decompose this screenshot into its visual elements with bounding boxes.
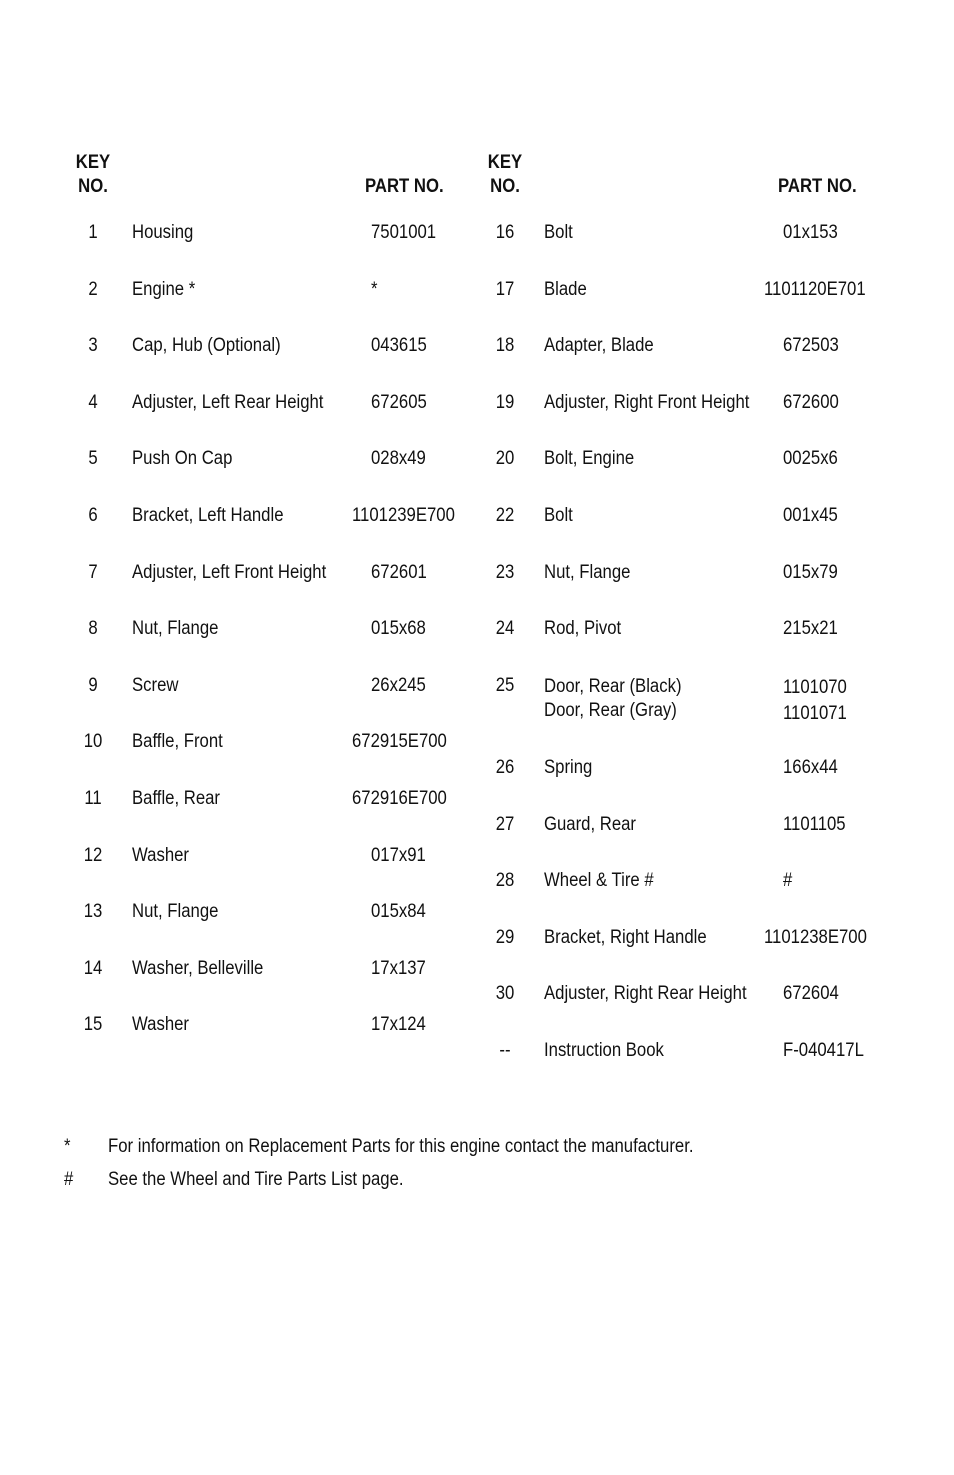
right-part-16: 01x153 bbox=[783, 222, 838, 243]
right-key-30: 30 bbox=[495, 983, 515, 1004]
left-part-7: 672601 bbox=[371, 562, 427, 583]
left-key-3: 3 bbox=[88, 335, 98, 356]
left-desc-11: Baffle, Rear bbox=[132, 788, 220, 809]
right-key-29: 29 bbox=[495, 927, 515, 948]
left-desc-12: Washer bbox=[132, 845, 189, 866]
right-key-26: 26 bbox=[495, 757, 515, 778]
left-part-10: 672915E700 bbox=[352, 731, 447, 752]
left-desc-6: Bracket, Left Handle bbox=[132, 505, 284, 526]
left-desc-3: Cap, Hub (Optional) bbox=[132, 335, 281, 356]
right-part-instruction: F-040417L bbox=[783, 1040, 864, 1061]
right-part-18: 672503 bbox=[783, 335, 839, 356]
right-part-30: 672604 bbox=[783, 983, 839, 1004]
right-desc-24: Rod, Pivot bbox=[544, 618, 622, 639]
right-key-25: 25 bbox=[495, 675, 515, 696]
right-part-24: 215x21 bbox=[783, 618, 838, 639]
left-part-1: 7501001 bbox=[371, 222, 437, 243]
right-part-26: 166x44 bbox=[783, 757, 838, 778]
left-part-6: 1101239E700 bbox=[352, 505, 455, 526]
right-part-17: 1101120E701 bbox=[764, 279, 866, 300]
left-desc-14: Washer, Belleville bbox=[132, 958, 264, 979]
left-key-2: 2 bbox=[88, 279, 98, 300]
right-key-17: 17 bbox=[495, 279, 515, 300]
left-desc-1: Housing bbox=[132, 222, 194, 243]
left-desc-5: Push On Cap bbox=[132, 448, 233, 469]
left-part-9: 26x245 bbox=[371, 675, 426, 696]
left-part-8: 015x68 bbox=[371, 618, 426, 639]
right-desc-20: Bolt, Engine bbox=[544, 448, 635, 469]
right-key-16: 16 bbox=[495, 222, 515, 243]
left-desc-4: Adjuster, Left Rear Height bbox=[132, 392, 324, 413]
left-part-15: 17x124 bbox=[371, 1014, 426, 1035]
right-desc-19: Adjuster, Right Front Height bbox=[544, 392, 750, 413]
left-part-13: 015x84 bbox=[371, 901, 426, 922]
right-part-header: PART NO. bbox=[778, 176, 857, 197]
right-part-29: 1101238E700 bbox=[764, 927, 867, 948]
left-desc-7: Adjuster, Left Front Height bbox=[132, 562, 327, 583]
right-part-20: 0025x6 bbox=[783, 448, 838, 469]
right-desc-22: Bolt bbox=[544, 505, 573, 526]
left-desc-2: Engine * bbox=[132, 279, 196, 300]
left-key-header-top: KEY bbox=[75, 152, 111, 173]
left-key-10: 10 bbox=[83, 731, 103, 752]
left-part-2: * bbox=[371, 279, 378, 300]
footnote-symbol-asterisk: * bbox=[64, 1136, 71, 1157]
left-desc-13: Nut, Flange bbox=[132, 901, 219, 922]
right-part-23: 015x79 bbox=[783, 562, 838, 583]
right-desc-26: Spring bbox=[544, 757, 593, 778]
left-key-13: 13 bbox=[83, 901, 103, 922]
right-desc-instruction: Instruction Book bbox=[544, 1040, 664, 1061]
left-part-header: PART NO. bbox=[365, 176, 444, 197]
left-key-header-bottom: NO. bbox=[78, 176, 108, 197]
left-desc-15: Washer bbox=[132, 1014, 189, 1035]
left-desc-9: Screw bbox=[132, 675, 179, 696]
left-key-15: 15 bbox=[83, 1014, 103, 1035]
right-desc-25: Door, Rear (Black) Door, Rear (Gray) bbox=[544, 676, 682, 721]
left-desc-10: Baffle, Front bbox=[132, 731, 223, 752]
left-key-5: 5 bbox=[88, 448, 98, 469]
right-desc-17: Blade bbox=[544, 279, 587, 300]
left-key-4: 4 bbox=[88, 392, 98, 413]
right-key-22: 22 bbox=[495, 505, 515, 526]
right-key-24: 24 bbox=[495, 618, 515, 639]
right-key-27: 27 bbox=[495, 814, 515, 835]
right-key-header-top: KEY bbox=[487, 152, 523, 173]
right-key-19: 19 bbox=[495, 392, 515, 413]
left-part-5: 028x49 bbox=[371, 448, 426, 469]
left-key-9: 9 bbox=[88, 675, 98, 696]
right-part-25: 1101070 1101071 bbox=[783, 677, 847, 724]
right-key-header-bottom: NO. bbox=[490, 176, 520, 197]
right-key-28: 28 bbox=[495, 870, 515, 891]
right-part-27: 1101105 bbox=[783, 814, 846, 835]
left-key-1: 1 bbox=[88, 222, 98, 243]
left-key-6: 6 bbox=[88, 505, 98, 526]
right-key-23: 23 bbox=[495, 562, 515, 583]
left-part-12: 017x91 bbox=[371, 845, 426, 866]
right-desc-30: Adjuster, Right Rear Height bbox=[544, 983, 747, 1004]
right-desc-23: Nut, Flange bbox=[544, 562, 631, 583]
left-key-8: 8 bbox=[88, 618, 98, 639]
footnote-text-hash: See the Wheel and Tire Parts List page. bbox=[108, 1169, 404, 1190]
right-key-18: 18 bbox=[495, 335, 515, 356]
right-key-20: 20 bbox=[495, 448, 515, 469]
right-part-22: 001x45 bbox=[783, 505, 838, 526]
left-part-4: 672605 bbox=[371, 392, 427, 413]
footnote-symbol-hash: # bbox=[64, 1169, 74, 1190]
right-desc-29: Bracket, Right Handle bbox=[544, 927, 707, 948]
right-desc-16: Bolt bbox=[544, 222, 573, 243]
left-key-11: 11 bbox=[84, 788, 102, 809]
left-part-3: 043615 bbox=[371, 335, 427, 356]
left-part-11: 672916E700 bbox=[352, 788, 447, 809]
left-key-12: 12 bbox=[83, 845, 103, 866]
left-key-14: 14 bbox=[83, 958, 103, 979]
right-desc-18: Adapter, Blade bbox=[544, 335, 654, 356]
right-key-instruction: -- bbox=[499, 1040, 511, 1061]
right-desc-28: Wheel & Tire # bbox=[544, 870, 654, 891]
right-part-19: 672600 bbox=[783, 392, 839, 413]
left-part-14: 17x137 bbox=[371, 958, 426, 979]
footnote-text-asterisk: For information on Replacement Parts for this engine contact the manufacturer. bbox=[108, 1136, 694, 1157]
right-desc-27: Guard, Rear bbox=[544, 814, 637, 835]
left-desc-8: Nut, Flange bbox=[132, 618, 219, 639]
right-part-28: # bbox=[783, 870, 793, 891]
left-key-7: 7 bbox=[88, 562, 98, 583]
